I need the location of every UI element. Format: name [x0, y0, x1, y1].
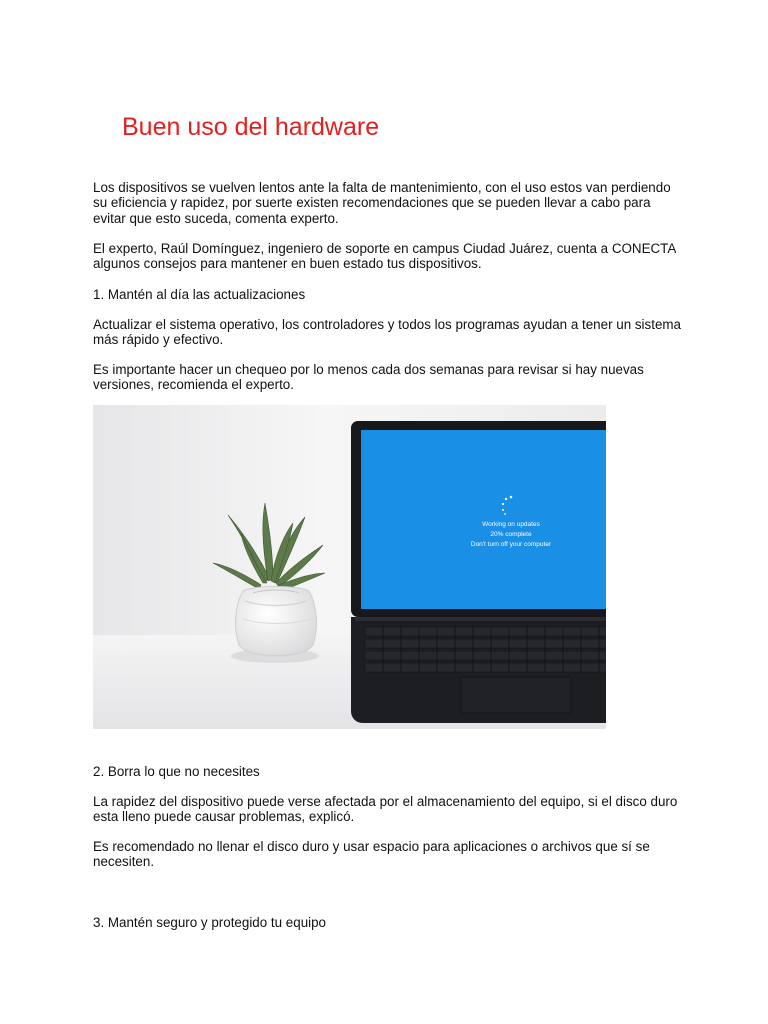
plant-pot [231, 587, 319, 664]
page-title: Buen uso del hardware [122, 113, 380, 141]
section-heading-delete: 2. Borra lo que no necesites [93, 764, 260, 779]
screen-line-2: 20% complete [490, 531, 532, 538]
section-heading-security: 3. Mantén seguro y protegido tu equipo [93, 915, 327, 930]
laptop-update-photo [93, 405, 606, 729]
intro-paragraph: Los dispositivos se vuelven lentos ante la falta de mantenimiento, con el uso estos van perdiendo su eficiencia y rapidez, por suerte existen recomendaciones que se pueden llevar a cabo para evitar que esto suceda, comenta experto. [93, 180, 671, 226]
laptop [351, 421, 606, 723]
expert-paragraph: El experto, Raúl Domínguez, ingeniero de soporte en campus Ciudad Juárez, cuenta a CONECTA algunos consejos para mantener en buen estado tus dispositivos. [93, 241, 676, 272]
storage-paragraph: La rapidez del dispositivo puede verse afectada por el almacenamiento del equipo, si el disco duro esta lleno puede causar problemas, explicó. [93, 794, 678, 825]
updates-paragraph: Actualizar el sistema operativo, los controladores y todos los programas ayudan a tener un sistema más rápido y efectivo. [93, 317, 681, 348]
checkup-paragraph: Es importante hacer un chequeo por lo menos cada dos semanas para revisar si hay nuevas versiones, recomienda el experto. [93, 362, 644, 393]
screen-line-1: Working on updates [482, 521, 540, 528]
laptop-touchpad [461, 677, 571, 713]
disk-paragraph: Es recomendado no llenar el disco duro y usar espacio para aplicaciones o archivos que sí se necesiten. [93, 839, 650, 870]
section-heading-updates: 1. Mantén al día las actualizaciones [93, 287, 306, 302]
laptop-screen [361, 430, 606, 609]
screen-line-3: Don't turn off your computer [470, 541, 552, 548]
